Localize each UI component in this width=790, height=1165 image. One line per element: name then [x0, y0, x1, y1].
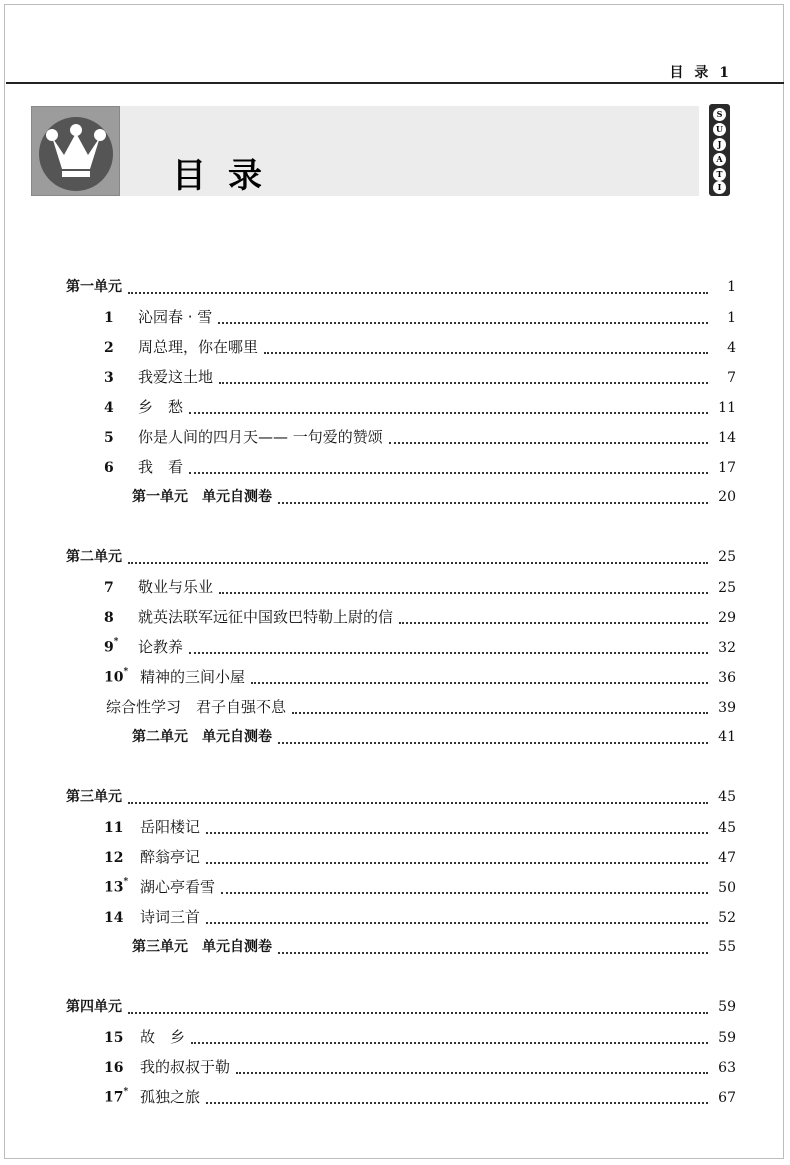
lesson-number-text: 7: [104, 580, 114, 596]
side-tab-letter: S: [713, 108, 726, 121]
lesson-number: [104, 850, 130, 866]
toc-title: 我 看: [138, 458, 184, 476]
page-number: 41: [718, 729, 736, 745]
page-number: 17: [718, 460, 736, 476]
lesson-number: [104, 879, 130, 896]
dot-leader: [251, 681, 708, 684]
optional-mark: *: [123, 877, 129, 888]
lesson-number-text: 17: [104, 1090, 124, 1106]
page-number: 39: [718, 700, 736, 716]
toc-title: 第二单元: [66, 549, 122, 565]
toc-title: 论教养: [138, 638, 184, 656]
lesson-number-text: 15: [104, 1030, 124, 1046]
lesson-number-text: 16: [104, 1060, 124, 1076]
optional-mark: *: [113, 637, 119, 648]
toc-row[interactable]: [106, 696, 736, 720]
page-number: 59: [718, 999, 736, 1015]
dot-leader: [206, 831, 708, 834]
toc-row[interactable]: [104, 816, 736, 840]
page-number: 20: [718, 489, 736, 505]
toc-unit-row[interactable]: [66, 546, 736, 570]
toc-title: 醉翁亭记: [140, 848, 201, 866]
toc-test-row[interactable]: [132, 726, 736, 750]
side-tab: [709, 104, 730, 196]
lesson-number-text: 5: [104, 430, 114, 446]
page-number: 45: [718, 789, 736, 805]
toc-unit-row[interactable]: [66, 276, 736, 300]
optional-mark: *: [123, 1087, 129, 1098]
lesson-number-text: 2: [104, 340, 114, 356]
lesson-number: [104, 820, 130, 836]
lesson-number-text: 10: [104, 670, 124, 686]
page-number: 25: [718, 549, 736, 565]
dot-leader: [218, 321, 708, 324]
dot-leader: [219, 381, 708, 384]
toc-test-row[interactable]: [132, 936, 736, 960]
lesson-number-text: 12: [104, 850, 124, 866]
lesson-number-text: 1: [104, 310, 114, 326]
optional-mark: *: [123, 667, 129, 678]
lesson-number-text: 3: [104, 370, 114, 386]
dot-leader: [206, 861, 708, 864]
page-number: 1: [727, 310, 736, 326]
dot-leader: [292, 711, 708, 714]
side-tab-letter: I: [713, 181, 726, 194]
dot-leader: [128, 1011, 708, 1014]
toc-title: 综合性学习 君子自强不息: [106, 698, 287, 716]
toc-title: 岳阳楼记: [140, 818, 201, 836]
page-number: 4: [727, 340, 736, 356]
page-number: 11: [718, 400, 736, 416]
toc-title: 第三单元 单元自测卷: [132, 939, 272, 955]
toc-title: 第一单元 单元自测卷: [132, 489, 272, 505]
side-tab-letter: T: [713, 168, 726, 181]
toc-row[interactable]: [104, 606, 736, 630]
toc-title: 周总理，你在哪里: [138, 338, 259, 356]
toc-row[interactable]: [104, 366, 736, 390]
page-title: 目录: [172, 156, 284, 196]
lesson-number: [104, 669, 130, 686]
toc-test-row[interactable]: [132, 486, 736, 510]
lesson-number: [104, 580, 130, 596]
crown-icon: [31, 106, 120, 196]
dot-leader: [236, 1071, 708, 1074]
lesson-number: [104, 430, 130, 446]
page-number: 36: [718, 670, 736, 686]
header-rule: [6, 82, 784, 84]
dot-leader: [278, 741, 708, 744]
page-number: 45: [718, 820, 736, 836]
toc-title: 敬业与乐业: [138, 578, 214, 596]
page-number: 1: [727, 279, 736, 295]
lesson-number: [104, 400, 130, 416]
toc-title: 你是人间的四月天—— 一句爱的赞颂: [138, 428, 383, 446]
lesson-number: [104, 1030, 130, 1046]
toc-title: 孤独之旅: [140, 1088, 201, 1106]
page-number: 50: [718, 880, 736, 896]
toc-title: 沁园春 · 雪: [138, 308, 213, 326]
lesson-number-text: 6: [104, 460, 114, 476]
toc-title: 我的叔叔于勒: [140, 1058, 231, 1076]
lesson-number: [104, 340, 130, 356]
toc-title: 我爱这土地: [138, 368, 214, 386]
toc-row[interactable]: [104, 1086, 736, 1110]
toc-row[interactable]: [104, 876, 736, 900]
lesson-number: [104, 1089, 130, 1106]
page-number: 47: [718, 850, 736, 866]
dot-leader: [189, 651, 708, 654]
lesson-number-text: 14: [104, 910, 124, 926]
dot-leader: [206, 921, 708, 924]
toc-row[interactable]: [104, 456, 736, 480]
toc-title: 第一单元: [66, 279, 122, 295]
lesson-number: [104, 460, 130, 476]
lesson-number-text: 11: [104, 820, 124, 836]
dot-leader: [219, 591, 708, 594]
lesson-number: [104, 910, 130, 926]
page-number: 29: [718, 610, 736, 626]
lesson-number-text: 8: [104, 610, 114, 626]
lesson-number: [104, 639, 130, 656]
toc-row[interactable]: [104, 1026, 736, 1050]
toc-row[interactable]: [104, 666, 736, 690]
lesson-number: [104, 370, 130, 386]
lesson-number: [104, 310, 130, 326]
page-number: 32: [718, 640, 736, 656]
toc-row[interactable]: [104, 636, 736, 660]
toc-row[interactable]: [104, 336, 736, 360]
toc-title: 第四单元: [66, 999, 122, 1015]
toc-title: 就英法联军远征中国致巴特勒上尉的信: [138, 608, 394, 626]
toc-title: 第二单元 单元自测卷: [132, 729, 272, 745]
toc-row[interactable]: [104, 426, 736, 450]
page-number: 55: [718, 939, 736, 955]
dot-leader: [264, 351, 708, 354]
lesson-number-text: 9: [104, 640, 114, 656]
dot-leader: [128, 561, 708, 564]
toc-title: 故 乡: [140, 1028, 186, 1046]
page-number: 25: [718, 580, 736, 596]
dot-leader: [278, 501, 708, 504]
dot-leader: [221, 891, 708, 894]
lesson-number-text: 4: [104, 400, 114, 416]
lesson-number: [104, 1060, 130, 1076]
toc-unit-row[interactable]: [66, 996, 736, 1020]
dot-leader: [128, 291, 708, 294]
dot-leader: [128, 801, 708, 804]
toc-row[interactable]: [104, 306, 736, 330]
toc-title: 湖心亭看雪: [140, 878, 216, 896]
page-number: 63: [718, 1060, 736, 1076]
toc-unit-row[interactable]: [66, 786, 736, 810]
toc-title: 第三单元: [66, 789, 122, 805]
side-tab-letter: A: [713, 153, 726, 166]
toc-row[interactable]: [104, 846, 736, 870]
toc-row[interactable]: [104, 906, 736, 930]
page-number: 52: [718, 910, 736, 926]
dot-leader: [389, 441, 708, 444]
toc-row[interactable]: [104, 1056, 736, 1080]
side-tab-letter: U: [713, 123, 726, 136]
toc-title: 乡 愁: [138, 398, 184, 416]
dot-leader: [278, 951, 708, 954]
dot-leader: [191, 1041, 708, 1044]
toc-title: 诗词三首: [140, 908, 201, 926]
dot-leader: [206, 1101, 708, 1104]
lesson-number-text: 13: [104, 880, 124, 896]
toc-row[interactable]: [104, 396, 736, 420]
toc-title: 精神的三间小屋: [140, 668, 246, 686]
page-number: 67: [718, 1090, 736, 1106]
dot-leader: [399, 621, 708, 624]
page-number: 14: [718, 430, 736, 446]
page-number: 7: [727, 370, 736, 386]
toc-row[interactable]: [104, 576, 736, 600]
page-number: 59: [718, 1030, 736, 1046]
side-tab-letter: J: [713, 138, 726, 151]
running-head: 目 录 1: [669, 65, 732, 81]
dot-leader: [189, 471, 708, 474]
lesson-number: [104, 610, 130, 626]
dot-leader: [189, 411, 708, 414]
